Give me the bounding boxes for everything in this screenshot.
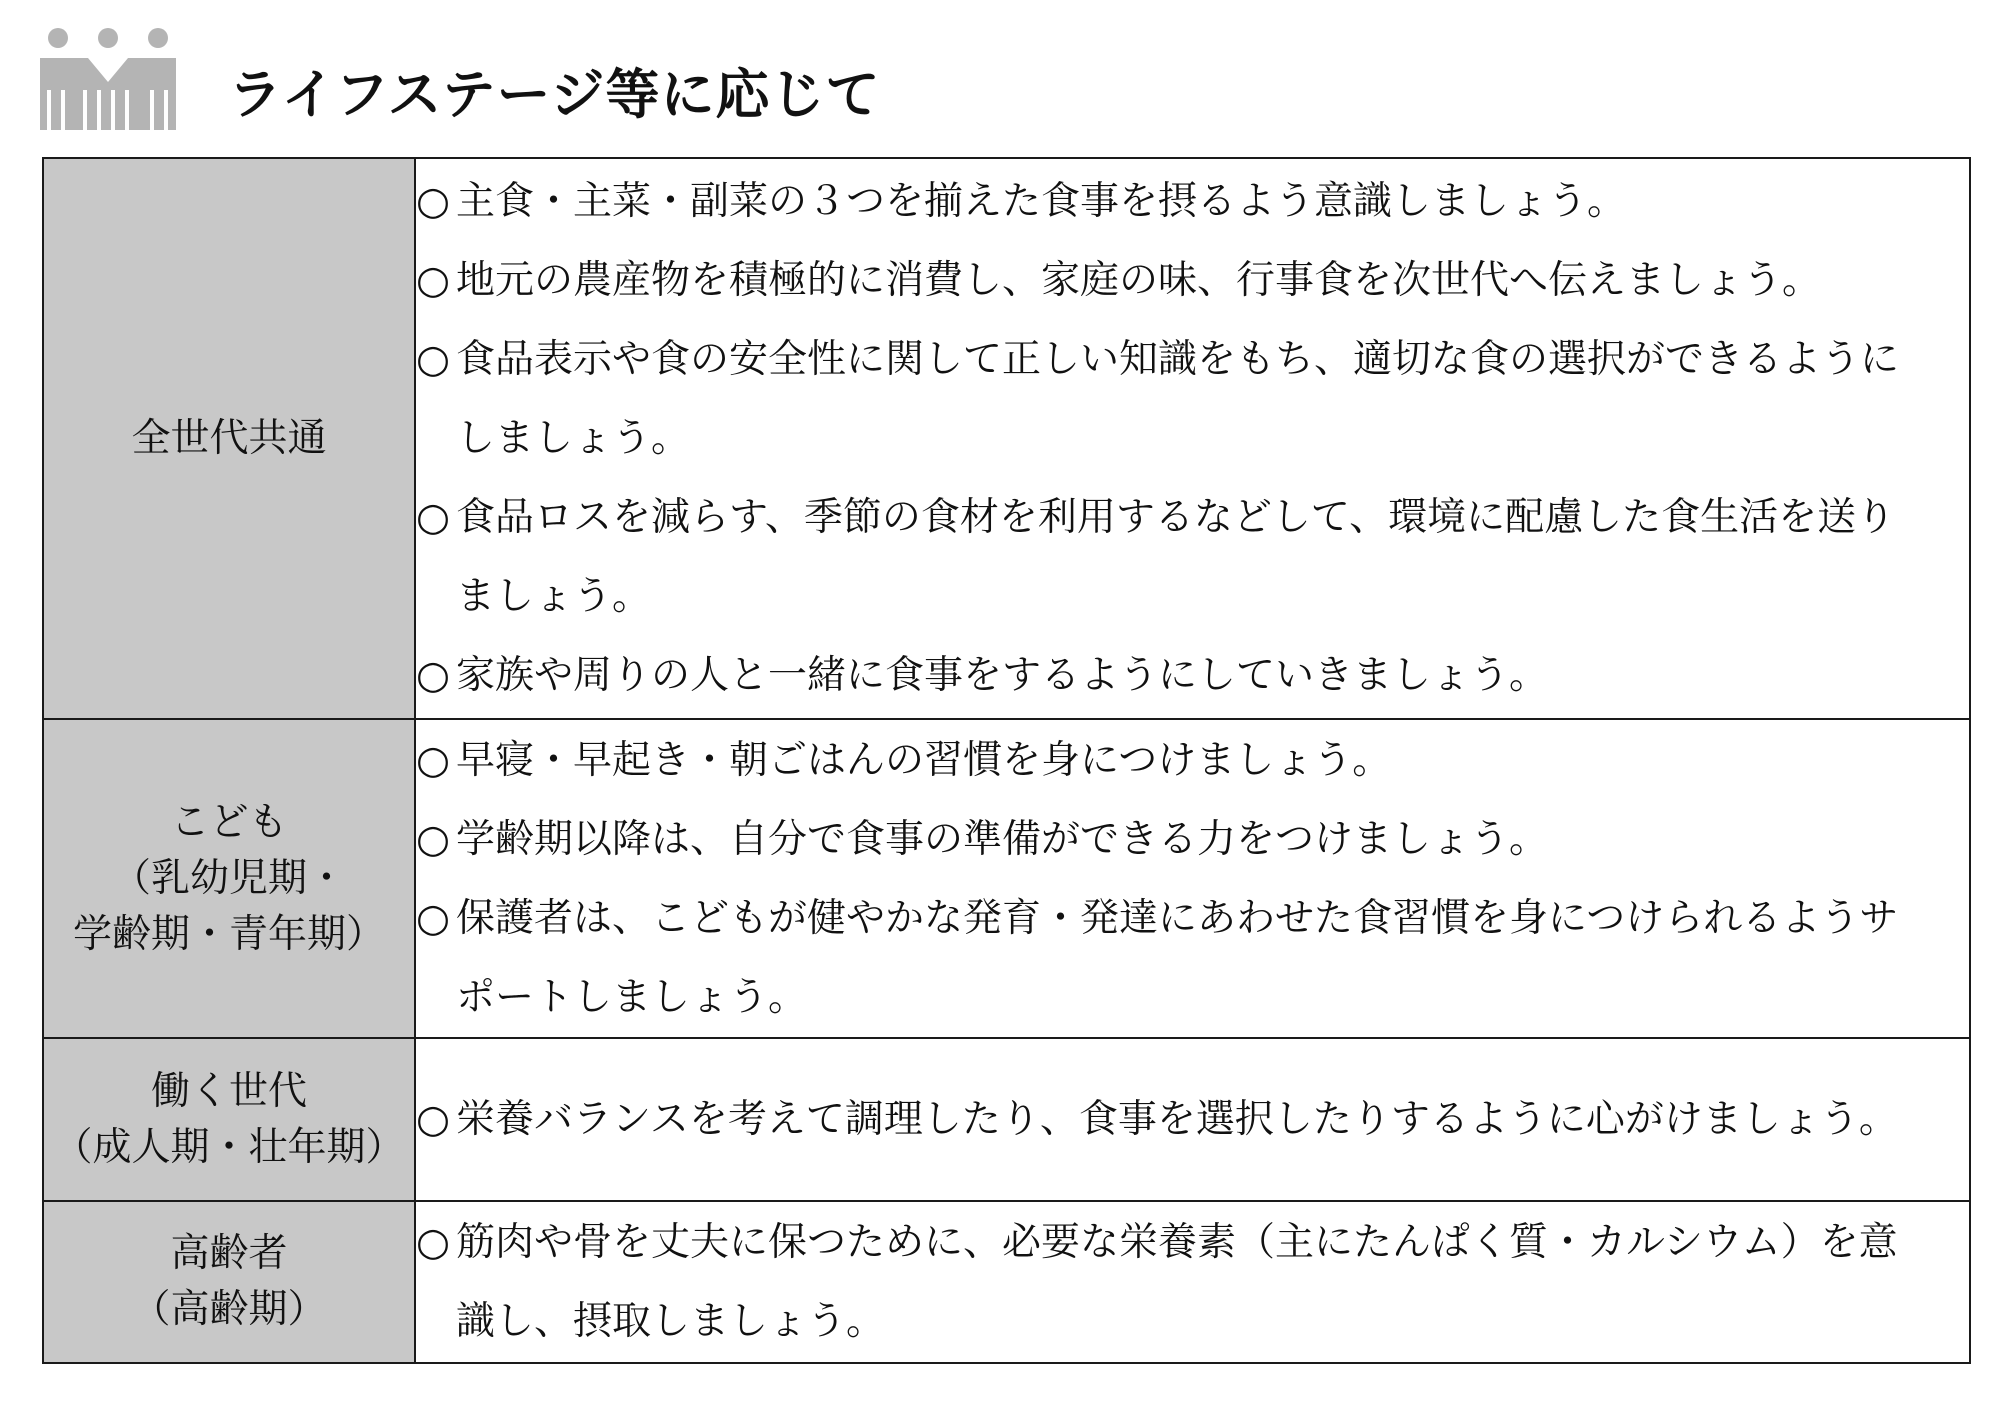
- recommendation-text: 食品表示や食の安全性に関して正しい知識をもち、適切な食の選択ができるように: [456, 337, 1900, 382]
- circle-bullet-icon: ○: [416, 1097, 451, 1142]
- recommendation-item: [416, 162, 1969, 241]
- recommendation-item: [416, 800, 1969, 879]
- life-stage-label: [43, 1201, 415, 1363]
- recommendation-text: 主食・主菜・副菜の３つを揃えた食事を摂るよう意識しましょう。: [456, 179, 1627, 224]
- circle-bullet-icon: ○: [416, 337, 451, 382]
- life-stage-label-line: 学齢期・青年期）: [72, 911, 385, 957]
- life-stage-label-line: 働く世代: [150, 1068, 307, 1114]
- life-stage-label: [43, 719, 415, 1038]
- table-row: [43, 1201, 1970, 1363]
- circle-bullet-icon: ○: [416, 495, 451, 540]
- recommendation-item: [416, 241, 1969, 320]
- circle-bullet-icon: ○: [416, 737, 451, 783]
- life-stage-label-line: 全世代共通: [131, 415, 327, 461]
- life-stage-label-line: （成人期・壮年期）: [53, 1124, 405, 1170]
- circle-bullet-icon: ○: [416, 653, 451, 698]
- recommendation-text: ましょう。: [456, 574, 652, 619]
- circle-bullet-icon: ○: [416, 258, 451, 303]
- circle-bullet-icon: ○: [416, 895, 451, 941]
- recommendation-list: [415, 158, 1970, 719]
- recommendation-text: 栄養バランスを考えて調理したり、食事を選択したりするように心がけましょう。: [456, 1097, 1898, 1142]
- life-stage-label-line: こども: [170, 799, 288, 845]
- recommendation-item: [416, 1080, 1969, 1159]
- page-header: [38, 20, 1938, 140]
- recommendation-text: 早寝・早起き・朝ごはんの習慣を身につけましょう。: [456, 737, 1392, 783]
- table-row: [43, 719, 1970, 1038]
- recommendation-text: ポートしましょう。: [456, 974, 808, 1020]
- recommendation-text: 学齢期以降は、自分で食事の準備ができる力をつけましょう。: [456, 816, 1549, 862]
- life-stage-label-line: （乳幼児期・: [111, 855, 346, 901]
- circle-bullet-icon: ○: [416, 816, 451, 862]
- recommendation-text: 食品ロスを減らす、季節の食材を利用するなどして、環境に配慮した食生活を送り: [456, 495, 1896, 540]
- life-stage-label-line: 高齢者: [170, 1231, 288, 1276]
- recommendation-text: 筋肉や骨を丈夫に保つために、必要な栄養素（主にたんぱく質・カルシウム）を意: [456, 1220, 1898, 1265]
- recommendation-item: [416, 879, 1969, 1037]
- people-group-icon: [38, 24, 178, 134]
- life-stage-label: [43, 158, 415, 719]
- table-row: [43, 158, 1970, 719]
- circle-bullet-icon: ○: [416, 179, 451, 224]
- recommendation-list: [415, 1201, 1970, 1363]
- recommendation-list: [415, 719, 1970, 1038]
- recommendation-text: 識し、摂取しましょう。: [456, 1299, 886, 1344]
- life-stage-label: [43, 1038, 415, 1201]
- table-row: [43, 1038, 1970, 1201]
- circle-bullet-icon: ○: [416, 1220, 451, 1265]
- recommendation-text: 保護者は、こどもが健やかな発育・発達にあわせた食習慣を身につけられるようサ: [456, 895, 1899, 941]
- life-stage-table: [42, 157, 1971, 1364]
- life-stage-label-line: （高齢期）: [131, 1287, 327, 1332]
- recommendation-item: [416, 320, 1969, 478]
- recommendation-list: [415, 1038, 1970, 1201]
- recommendation-item: [416, 478, 1969, 636]
- recommendation-text: 地元の農産物を積極的に消費し、家庭の味、行事食を次世代へ伝えましょう。: [456, 258, 1822, 303]
- recommendation-item: [416, 721, 1969, 800]
- recommendation-text: 家族や周りの人と一緒に食事をするようにしていきましょう。: [456, 653, 1549, 698]
- recommendation-item: [416, 636, 1969, 715]
- page-title: ライフステージ等に応じて: [228, 63, 881, 126]
- recommendation-item: [416, 1203, 1969, 1361]
- recommendation-text: しましょう。: [456, 416, 691, 461]
